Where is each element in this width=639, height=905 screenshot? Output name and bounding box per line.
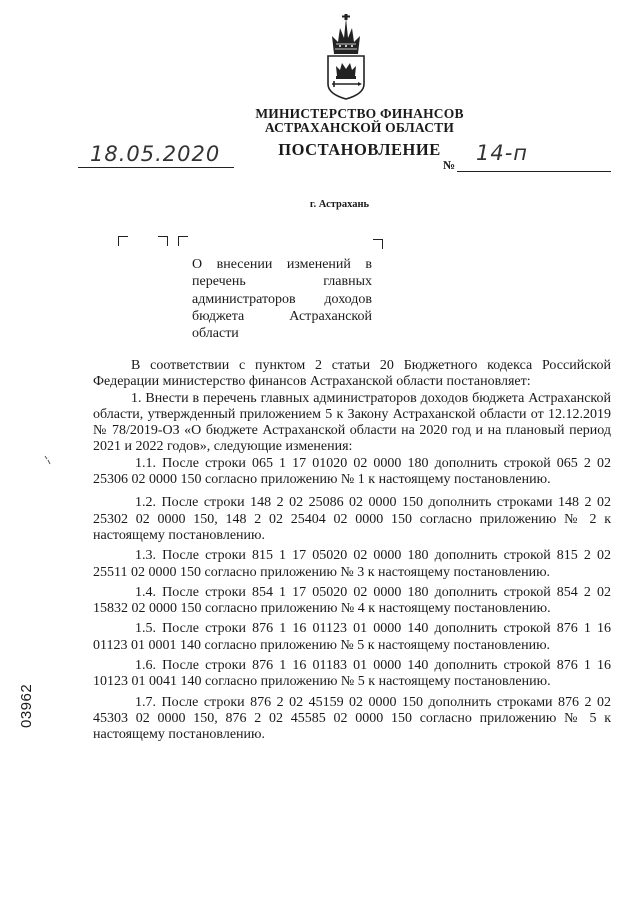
item-1-4-paragraph: 1.4. После строки 854 1 17 05020 02 0000 180 дополнить строкой 854 2 02 15832 02 0000 150 согласно приложению № 4 к настоящему постановлению. [93,584,611,617]
side-registration-number: 03962 [18,683,35,728]
item-1-5-paragraph: 1.5. После строки 876 1 16 01123 01 0000 140 дополнить строкой 876 1 16 01123 01 0001 140 согласно приложению № 5 к настоящему постановлению. [93,621,611,653]
item-1-3-paragraph: 1.3. После строки 815 1 17 05020 02 0000 180 дополнить строкой 815 2 02 25511 02 0000 150 согласно приложению № 3 к настоящему постановлению. [93,548,611,580]
pen-mark [44,455,52,465]
number-underline [457,171,611,172]
item-1-paragraph: 1. Внести в перечень главных администраторов доходов бюджета Астраханской области, утвержденный приложением 5 к Закону Астраханской области от 12.12.2019 № 78/2019-ОЗ «О бюджете Астраханской области на 2020 год и на плановый период 2021 и 2022 годов», следующие изменения: [93,390,611,455]
item-1-6-paragraph: 1.6. После строки 876 1 16 01183 01 0000 140 дополнить строкой 876 1 16 10123 01 0041 140 согласно приложению № 5 к настоящему постановлению. [93,658,611,690]
corner-mark [118,236,128,246]
intro-paragraph: В соответствии с пунктом 2 статьи 20 Бюджетного кодекса Российской Федерации министерство финансов Астраханской области постановляет: [93,358,611,390]
item-1-7-paragraph: 1.7. После строки 876 2 02 45159 02 0000 150 дополнить строками 876 2 02 45303 02 0000 150, 876 2 02 45585 02 0000 150 согласно приложению № 5 к настоящему постановлению. [93,694,611,743]
document-body [93,358,611,744]
ministry-name-line1: МИНИСТЕРСТВО ФИНАНСОВ [255,106,464,121]
document-type-title: ПОСТАНОВЛЕНИЕ [278,140,441,159]
handwritten-number: 14-п [476,141,529,165]
coat-of-arms-icon [320,14,372,100]
date-underline [78,167,234,168]
number-sign: № [443,158,456,172]
side-registration-number-wrap [18,683,38,788]
corner-mark [373,239,383,249]
document-subject: О внесении изменений в перечень главных администраторов доходов бюджета Астраханской области [192,257,372,342]
city-label: г. Астрахань [309,199,370,210]
ministry-name-line2: АСТРАХАНСКОЙ ОБЛАСТИ [264,120,455,135]
corner-mark [158,236,168,246]
item-1-1-paragraph: 1.1. После строки 065 1 17 01020 02 0000 180 дополнить строкой 065 2 02 25306 02 0000 150 согласно приложению № 1 к настоящему постановлению. [93,455,611,488]
corner-mark [178,236,188,246]
handwritten-date: 18.05.2020 [90,142,221,166]
item-1-2-paragraph: 1.2. После строки 148 2 02 25086 02 0000 150 дополнить строками 148 2 02 25302 02 0000 150, 148 2 02 25404 02 0000 150 согласно приложению № 2 к настоящему постановлению. [93,495,611,543]
